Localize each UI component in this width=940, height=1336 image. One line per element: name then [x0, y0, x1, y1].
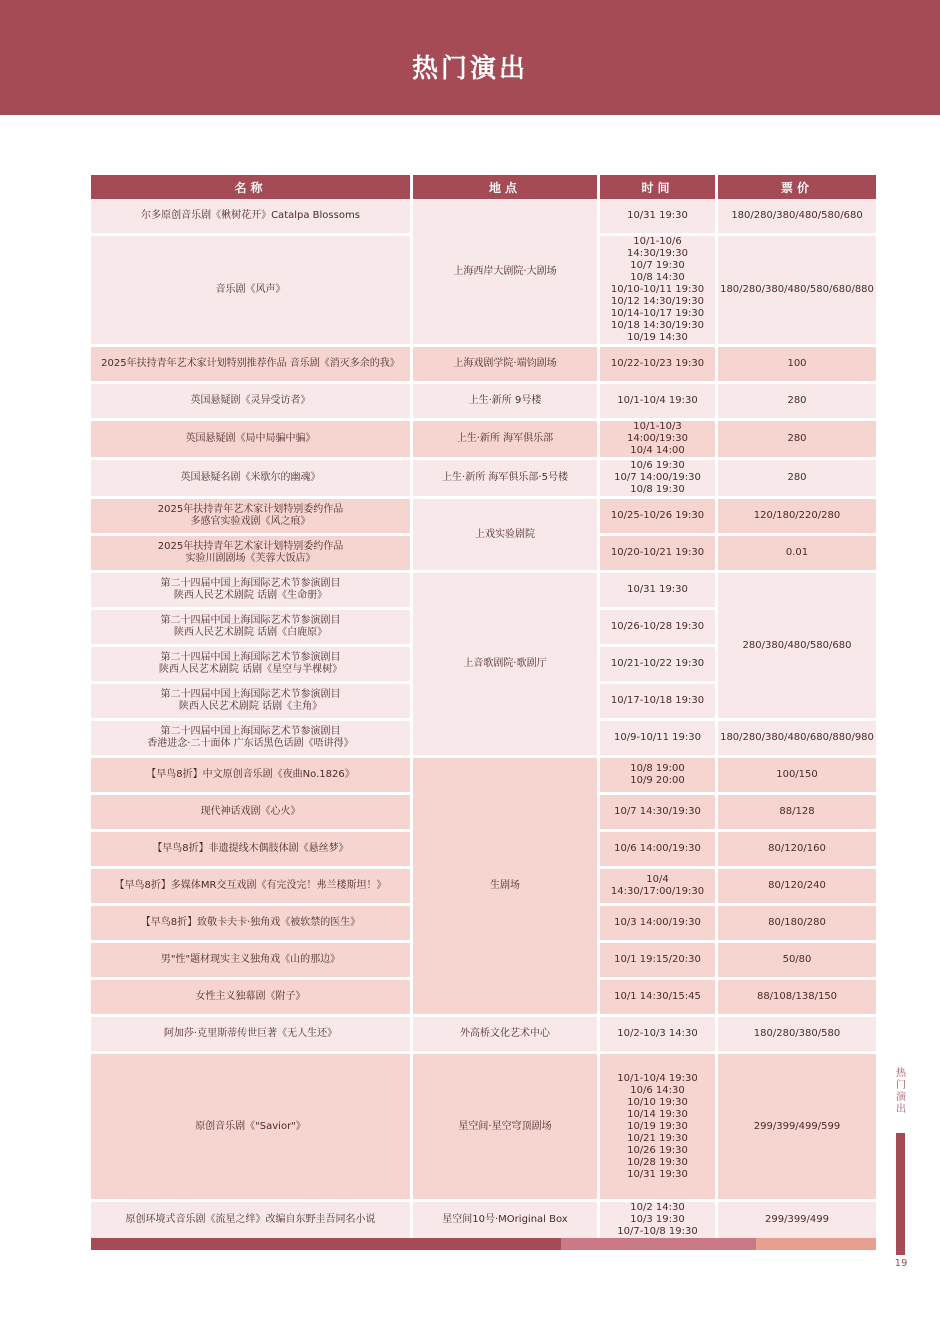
cell-price: 80/180/280 — [718, 906, 876, 943]
table-header-row — [91, 175, 876, 199]
cell-name: 男"性"题材现实主义独角戏《山的那边》 — [91, 943, 413, 980]
cell-name: 第二十四届中国上海国际艺术节参演剧目 陕西人民艺术剧院 话剧《生命册》 — [91, 573, 413, 610]
cell-price: 299/399/499 — [718, 1202, 876, 1241]
cell-venue: 生剧场 — [413, 758, 600, 1017]
cell-time: 10/26-10/28 19:30 — [600, 610, 718, 647]
table-row — [91, 199, 876, 236]
cell-time: 10/31 19:30 — [600, 199, 718, 236]
cell-time: 10/2-10/3 14:30 — [600, 1017, 718, 1054]
cell-name: 原创音乐剧《"Savior"》 — [91, 1054, 413, 1202]
column-header-name: 名称 — [91, 175, 413, 199]
column-header-venue: 地点 — [413, 175, 600, 199]
cell-venue: 上生·新所 海军俱乐部 — [413, 421, 600, 460]
cell-time: 10/1 19:15/20:30 — [600, 943, 718, 980]
cell-price: 120/180/220/280 — [718, 499, 876, 536]
cell-time: 10/1-10/3 14:00/19:30 10/4 14:00 — [600, 421, 718, 460]
cell-name: 女性主义独幕剧《附子》 — [91, 980, 413, 1017]
footer-color-bar — [91, 1238, 876, 1250]
cell-venue: 外高桥文化艺术中心 — [413, 1017, 600, 1054]
footer-bar-segment — [756, 1238, 876, 1250]
cell-name: 原创环境式音乐剧《流星之绊》改编自东野圭吾同名小说 — [91, 1202, 413, 1241]
cell-venue: 上生·新所 海军俱乐部·5号楼 — [413, 460, 600, 499]
performance-table — [91, 175, 876, 1241]
table-row — [91, 499, 876, 536]
cell-venue: 上海戏剧学院·端钧剧场 — [413, 347, 600, 384]
cell-price: 88/108/138/150 — [718, 980, 876, 1017]
cell-time: 10/6 14:00/19:30 — [600, 832, 718, 869]
cell-name: 阿加莎·克里斯蒂传世巨著《无人生还》 — [91, 1017, 413, 1054]
cell-name: 第二十四届中国上海国际艺术节参演剧目 香港进念·二十面体 广东话黑色话剧《唔讲得》 — [91, 721, 413, 758]
side-accent-bar — [896, 1133, 905, 1255]
cell-time: 10/2 14:30 10/3 19:30 10/7-10/8 19:30 — [600, 1202, 718, 1241]
table-row — [91, 1202, 876, 1241]
table-row — [91, 758, 876, 795]
cell-name: 【早鸟8折】致敬卡夫卡·独角戏《被软禁的医生》 — [91, 906, 413, 943]
cell-name: 英国悬疑剧《灵异受访者》 — [91, 384, 413, 421]
header-banner — [0, 0, 940, 115]
cell-venue: 上生·新所 9号楼 — [413, 384, 600, 421]
cell-price: 100/150 — [718, 758, 876, 795]
table-row — [91, 573, 876, 610]
cell-price: 100 — [718, 347, 876, 384]
table-row — [91, 384, 876, 421]
cell-time: 10/17-10/18 19:30 — [600, 684, 718, 721]
cell-price: 180/280/380/480/580/680/880 — [718, 236, 876, 347]
cell-time: 10/25-10/26 19:30 — [600, 499, 718, 536]
cell-price: 80/120/160 — [718, 832, 876, 869]
cell-time: 10/22-10/23 19:30 — [600, 347, 718, 384]
cell-price: 280 — [718, 421, 876, 460]
cell-price: 88/128 — [718, 795, 876, 832]
cell-time: 10/4 14:30/17:00/19:30 — [600, 869, 718, 906]
cell-time: 10/20-10/21 19:30 — [600, 536, 718, 573]
table-row — [91, 1017, 876, 1054]
side-section-label: 热门演出 — [896, 1068, 906, 1115]
cell-time: 10/9-10/11 19:30 — [600, 721, 718, 758]
table-row — [91, 421, 876, 460]
cell-time: 10/21-10/22 19:30 — [600, 647, 718, 684]
cell-name: 【早鸟8折】多媒体MR交互戏剧《有完没完！弗兰楼斯坦！》 — [91, 869, 413, 906]
cell-name: 英国悬疑名剧《米歇尔的幽魂》 — [91, 460, 413, 499]
footer-bar-segment — [91, 1238, 561, 1250]
cell-name: 2025年扶持青年艺术家计划特别推荐作品 音乐剧《消灭多余的我》 — [91, 347, 413, 384]
cell-price: 80/120/240 — [718, 869, 876, 906]
table-row — [91, 1054, 876, 1202]
cell-name: 尔多原创音乐剧《楸树花开》Catalpa Blossoms — [91, 199, 413, 236]
cell-price: 299/399/499/599 — [718, 1054, 876, 1202]
cell-name: 2025年扶持青年艺术家计划特别委约作品 多感官实验戏剧《风之痕》 — [91, 499, 413, 536]
cell-time: 10/1-10/4 19:30 10/6 14:30 10/10 19:30 10/14 19:30 10/19 19:30 10/21 19:30 10/26 19:30 10/28 19:30 10/31 19:30 — [600, 1054, 718, 1202]
cell-venue: 星空间10号·MOriginal Box — [413, 1202, 600, 1241]
cell-name: 音乐剧《风声》 — [91, 236, 413, 347]
cell-time: 10/7 14:30/19:30 — [600, 795, 718, 832]
cell-time: 10/1-10/4 19:30 — [600, 384, 718, 421]
cell-time: 10/6 19:30 10/7 14:00/19:30 10/8 19:30 — [600, 460, 718, 499]
cell-price: 180/280/380/480/680/880/980 — [718, 721, 876, 758]
cell-price: 280 — [718, 460, 876, 499]
cell-time: 10/1-10/6 14:30/19:30 10/7 19:30 10/8 14:30 10/10-10/11 19:30 10/12 14:30/19:30 10/14-10/17 19:30 10/18 14:30/19:30 10/19 14:30 — [600, 236, 718, 347]
cell-price: 0.01 — [718, 536, 876, 573]
cell-name: 2025年扶持青年艺术家计划特别委约作品 实验川剧剧场《芙蓉大饭店》 — [91, 536, 413, 573]
cell-name: 第二十四届中国上海国际艺术节参演剧目 陕西人民艺术剧院 话剧《主角》 — [91, 684, 413, 721]
cell-name: 第二十四届中国上海国际艺术节参演剧目 陕西人民艺术剧院 话剧《星空与半棵树》 — [91, 647, 413, 684]
page-title: 热门演出 — [411, 54, 528, 84]
cell-venue: 星空间·星空穹顶剧场 — [413, 1054, 600, 1202]
cell-name: 现代神话戏剧《心火》 — [91, 795, 413, 832]
cell-name: 【早鸟8折】非遗提线木偶肢体剧《悬丝梦》 — [91, 832, 413, 869]
cell-price: 180/280/380/580 — [718, 1017, 876, 1054]
cell-name: 【早鸟8折】中文原创音乐剧《夜曲No.1826》 — [91, 758, 413, 795]
cell-time: 10/1 14:30/15:45 — [600, 980, 718, 1017]
cell-venue: 上戏实验剧院 — [413, 499, 600, 573]
cell-venue: 上海西岸大剧院·大剧场 — [413, 199, 600, 347]
cell-price: 50/80 — [718, 943, 876, 980]
cell-name: 第二十四届中国上海国际艺术节参演剧目 陕西人民艺术剧院 话剧《白鹿原》 — [91, 610, 413, 647]
cell-name: 英国悬疑剧《局中局骗中骗》 — [91, 421, 413, 460]
cell-price: 280/380/480/580/680 — [718, 573, 876, 721]
cell-price: 180/280/380/480/580/680 — [718, 199, 876, 236]
footer-bar-segment — [561, 1238, 756, 1250]
table-row — [91, 460, 876, 499]
cell-venue: 上音歌剧院·歌剧厅 — [413, 573, 600, 758]
page-number: 19 — [894, 1258, 908, 1269]
cell-price: 280 — [718, 384, 876, 421]
table-row — [91, 347, 876, 384]
column-header-time: 时间 — [600, 175, 718, 199]
cell-time: 10/31 19:30 — [600, 573, 718, 610]
cell-time: 10/3 14:00/19:30 — [600, 906, 718, 943]
cell-time: 10/8 19:00 10/9 20:00 — [600, 758, 718, 795]
column-header-price: 票价 — [718, 175, 876, 199]
